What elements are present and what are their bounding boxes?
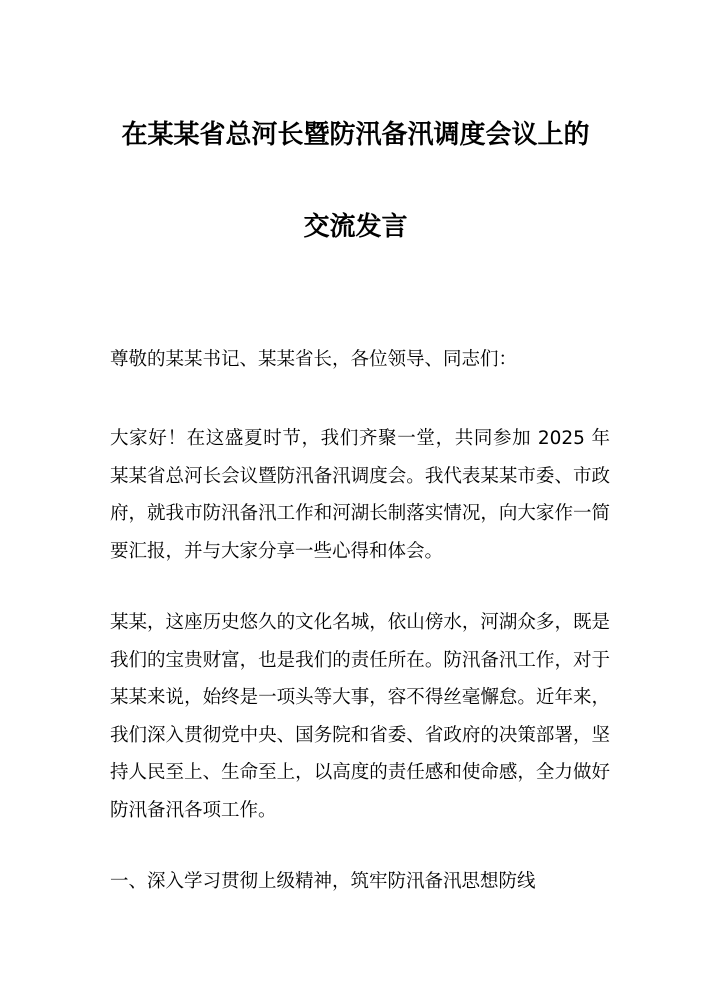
paragraph-opening: 大家好！在这盛夏时节，我们齐聚一堂，共同参加 2025 年某某省总河长会议暨防汛备汛调度会。我代表某某市委、市政府，就我市防汛备汛工作和河湖长制落实情况，向大家作一简要汇报，并与大家分享一些心得和体会。 <box>110 428 610 562</box>
paragraph-city-intro: 某某，这座历史悠久的文化名城，依山傍水，河湖众多，既是我们的宝贵财富，也是我们的责任所在。防汛备汛工作，对于某某来说，始终是一项头等大事，容不得丝毫懈怠。近年来，我们深入贯彻党中央、国务院和省委、省政府的决策部署，坚持人民至上、生命至上，以高度的责任感和使命感，全力做好防汛备汛各项工作。 <box>110 612 610 821</box>
document-title-line-2: 交流发言 <box>303 212 408 242</box>
salutation: 尊敬的某某书记、某某省长，各位领导、同志们： <box>110 349 518 370</box>
section-heading-1: 一、深入学习贯彻上级精神，筑牢防汛备汛思想防线 <box>110 871 536 892</box>
document-title-line-1: 在某某省总河长暨防汛备汛调度会议上的 <box>121 120 590 150</box>
